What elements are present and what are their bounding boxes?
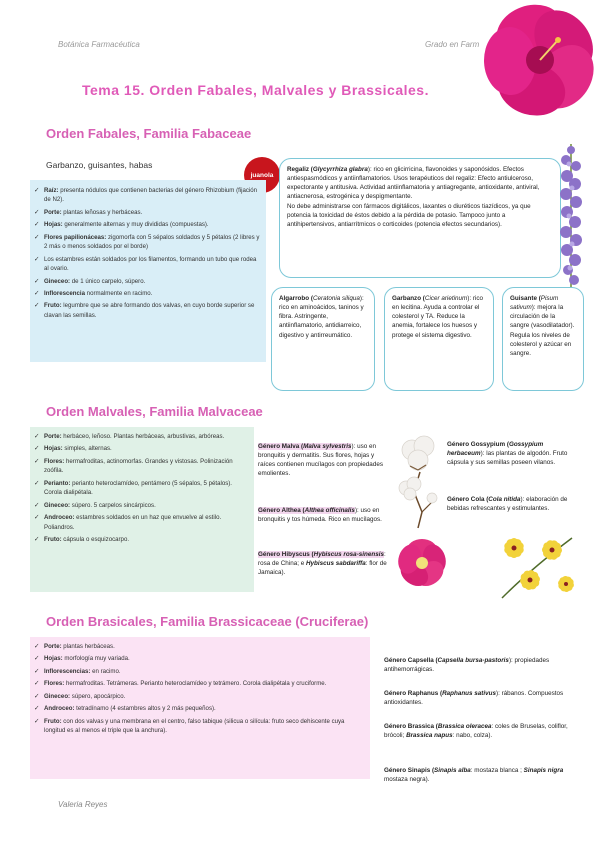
list-item: ✓ Hojas: morfología muy variada.	[34, 654, 366, 663]
footer-author: Valeria Reyes	[58, 800, 108, 809]
header-right: Grado en Farm	[425, 40, 480, 49]
algarrobo-box: Algarrobo (Ceratonia siliqua): rico en aminoácidos, taninos y fibra. Astringente, antiinflamatorio, antidiarreico, digestivo y antirreumático.	[271, 287, 375, 391]
raphanus-text: Género Raphanus (Raphanus sativus): rábanos. Compuestos antioxidantes.	[384, 690, 564, 707]
malvales-list	[34, 432, 250, 544]
cotton-boll-image	[392, 432, 448, 530]
list-item: ✓ Porte: herbáceo, leñoso. Plantas herbáceas, arbustivas, arbóreas.	[34, 432, 250, 441]
gossypium-text: Género Gossypium (Gossypium herbaceum): las plantas de algodón. Fruto cápsula y sus semillas poseen vilanos.	[447, 441, 568, 467]
capsella-text: Género Capsella (Capsella bursa-pastoris): propiedades antihemorrágicas.	[384, 657, 550, 674]
list-item: ✓ Gineceo: de 1 único carpelo, súpero.	[34, 277, 262, 286]
sinapis-text: Género Sinapis (Sinapis alba: mostaza blanca ; Sinapis nigra mostaza negra).	[384, 767, 564, 784]
list-item: ✓ Flores papilionáceas: zigomorfa con 5 sépalos soldados y 5 pétalos (2 libres y 2 más o menos soldados por el borde)	[34, 233, 262, 252]
juanola-badge-label: juanola	[250, 171, 274, 179]
section-heading-malvales: Orden Malvales, Familia Malvaceae	[46, 404, 263, 419]
section-heading-fabales: Orden Fabales, Familia Fabaceae	[46, 126, 252, 141]
list-item: ✓ Inflorescencias: en racimo.	[34, 667, 366, 676]
hibiscus-flower-image	[478, 0, 600, 130]
cola-text: Género Cola (Cola nitida): elaboración de bebidas refrescantes y estimulantes.	[447, 496, 568, 513]
brassica-text: Género Brassica (Brassica oleracea: coles de Bruselas, coliflor, brócoli; Brassica napus: nabo, colza).	[384, 723, 568, 740]
fabales-list-panel	[30, 180, 266, 362]
regaliz-box: Regaliz (Glycyrrhiza glabra): rico en glicirricina, flavonoides y saponósidos. Efectos antiespasmódicos y antiinflamatorios. Usos terapéuticos del regaliz: Efecto antiulceroso, expectorante y antitusiva. Actividad antiinflamatoria y antiagregante, antioxidante, antiviral, antiacnerosa, estrogénica y despigmentante. No debe administrarse con fármacos digitálicos, laxantes o diuréticos tiazídicos, ya que potencia la toxicidad de éstos debido a la pérdida de potasio. Tampoco junto a antihipertensivos, antiarrítmicos o corticoides (potencia efectos secundarios).	[279, 158, 561, 278]
guisante-box: Guisante (Pisum sativum): mejora la circulación de la sangre (vasodilatador). Regula los niveles de colesterol y azúcar en sangre.	[502, 287, 584, 391]
page-title: Tema 15. Orden Fabales, Malvales y Brassicales.	[82, 82, 429, 98]
althea-text: Género Althea (Althea officinalis): uso en bronquitis y tos húmeda. Rico en mucílagos.	[258, 507, 382, 524]
malvales-list-panel	[30, 427, 254, 592]
list-item: ✓ Gineceo: súpero. 5 carpelos sincárpicos.	[34, 501, 250, 510]
brasicales-list-panel	[30, 637, 370, 779]
list-item: ✓ Los estambres están soldados por los filamentos, formando un tubo que rodea al ovario.	[34, 255, 262, 274]
list-item: ✓ Hojas: simples, alternas.	[34, 444, 250, 453]
garbanzo-box: Garbanzo (Cicer arietinum): rico en lecitina. Ayuda a controlar el colesterol y TA. Reduce la anemia, fortalece los huesos y protege el sistema digestivo.	[384, 287, 494, 391]
regaliz-warning: No debe administrarse con fármacos digitálicos, laxantes o diuréticos tiazídicos, ya que potencia la toxicidad de éstos debido a la pérdida de potasio. Tampoco junto a antihipertensivos, antiarrítmicos o corticoides (potencia efectos secundarios).	[287, 202, 531, 228]
list-item: ✓ Fruto: cápsula o esquizocarpo.	[34, 535, 250, 544]
brasicales-list	[34, 642, 366, 736]
malva-text: Género Malva (Malva sylvestris): uso en bronquitis y dermatitis. Sus flores, hojas y raíces contienen mucílagos con propiedades emolientes.	[258, 443, 383, 478]
list-item: ✓ Androceo: estambres soldados en un haz que envuelve al estilo. Poliandros.	[34, 513, 250, 532]
header-left: Botánica Farmacéutica	[58, 40, 140, 49]
list-item: ✓ Hojas: generalmente alternas y muy divididas (compuestas).	[34, 220, 262, 229]
fabales-subtitle: Garbanzo, guisantes, habas	[46, 160, 153, 170]
list-item: ✓ Raíz: presenta nódulos que contienen bacterias del género Rhizobium (fijación de N2).	[34, 186, 262, 205]
lavender-flower-image	[556, 140, 586, 310]
list-item: ✓ Flores: hermafroditas. Tetrámeras. Perianto heteroclamídeo y tetrámero. Corola dialipétala y cruciforme.	[34, 679, 366, 688]
list-item: ✓ Androceo: tetradínamo (4 estambres altos y 2 más pequeños).	[34, 704, 366, 713]
list-item: ✓ Porte: plantas leñosas y herbáceas.	[34, 208, 262, 217]
list-item: ✓ Porte: plantas herbáceas.	[34, 642, 366, 651]
list-item: ✓ Perianto: perianto heteroclamídeo, pentámero (5 sépalos, 5 pétalos). Corola dialipétala.	[34, 479, 250, 498]
yellow-flowers-image	[492, 528, 582, 602]
list-item: ✓ Inflorescencia normalmente en racimo.	[34, 289, 262, 298]
fabales-list	[34, 186, 262, 320]
hibyscus-text: Género Hibyscus (Hybiscus rosa-sinensis: rosa de China; e Hybiscus sabdariffa: flor de Jamaica).	[258, 551, 387, 577]
list-item: ✓ Gineceo: súpero, apocárpico.	[34, 692, 366, 701]
pink-hibiscus-image	[394, 535, 450, 591]
list-item: ✓ Flores: hermafroditas, actinomorfas. Grandes y vistosas. Polinización zoófila.	[34, 457, 250, 476]
section-heading-brasicales: Orden Brasicales, Familia Brassicaceae (Cruciferae)	[46, 614, 369, 629]
list-item: ✓ Fruto: legumbre que se abre formando dos valvas, en cuyo borde superior se clavan las semillas.	[34, 301, 262, 320]
list-item: ✓ Fruto: con dos valvas y una membrana en el centro, falso tabique (silicua o silícula: fruto seco dehiscente cuya longitud es al menos el triple que la anchura).	[34, 717, 366, 736]
